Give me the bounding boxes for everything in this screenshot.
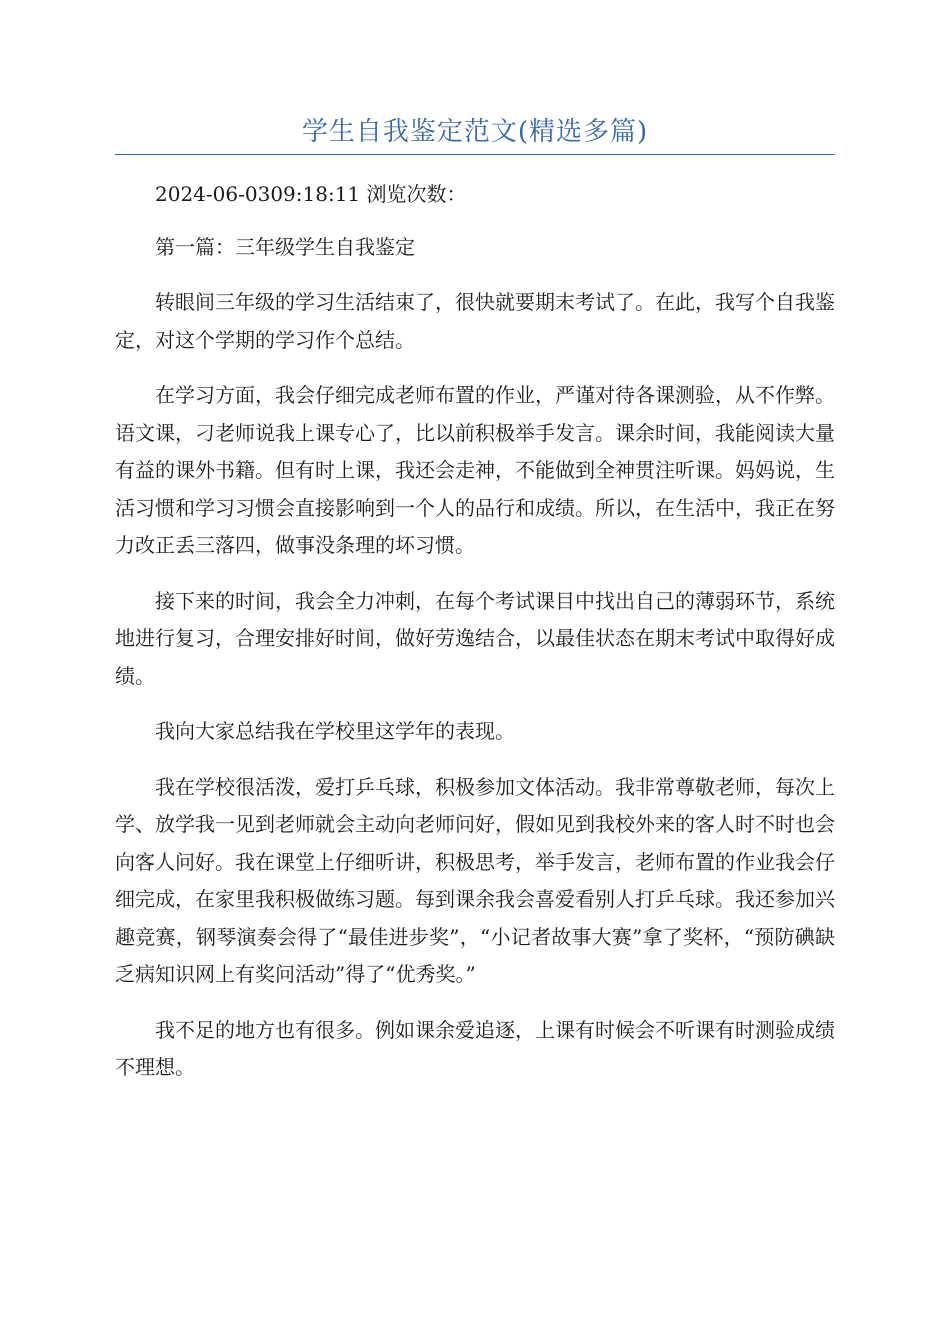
body-paragraph: 接下来的时间，我会全力冲刺，在每个考试课目中找出自己的薄弱环节，系统地进行复习，合理安排好时间，做好劳逸结合，以最佳状态在期末考试中取得好成绩。 — [115, 588, 835, 688]
document-body — [115, 176, 835, 1105]
title-underline — [115, 154, 835, 155]
section-heading: 第一篇：三年级学生自我鉴定 — [155, 234, 415, 259]
body-paragraph: 我不足的地方也有很多。例如课余爱追逐，上课有时候会不听课有时测验成绩不理想。 — [115, 1017, 835, 1079]
body-paragraph: 转眼间三年级的学习生活结束了，很快就要期末考试了。在此，我写个自我鉴定，对这个学期的学习作个总结。 — [115, 290, 835, 352]
body-paragraph: 我在学校很活泼，爱打乒乓球，积极参加文体活动。我非常尊敬老师，每次上学、放学我一见到老师就会主动向老师问好，假如见到我校外来的客人时不时也会向客人问好。我在课堂上仔细听讲，积极思考，举手发言，老师布置的作业我会仔细完成，在家里我积极做练习题。每到课余我会喜爱看别人打乒乓球。我还参加兴趣竞赛，钢琴演奏会得了“最佳进步奖”，“小记者故事大赛”拿了奖杯，“预防碘缺乏病知识网上有奖问活动”得了“优秀奖。” — [115, 774, 835, 986]
body-paragraph: 在学习方面，我会仔细完成老师布置的作业，严谨对待各课测验，从不作弊。语文课，刁老师说我上课专心了，比以前积极举手发言。课余时间，我能阅读大量有益的课外书籍。但有时上课，我还会走神，不能做到全神贯注听课。妈妈说，生活习惯和学习习惯会直接影响到一个人的品行和成绩。所以，在生活中，我正在努力改正丢三落四，做事没条理的坏习惯。 — [115, 383, 835, 557]
body-paragraph: 我向大家总结我在学校里这学年的表现。 — [155, 719, 515, 743]
publish-meta: 2024-06-0309:18:11 浏览次数： — [155, 182, 467, 206]
document-title: 学生自我鉴定范文(精选多篇) — [301, 117, 649, 147]
